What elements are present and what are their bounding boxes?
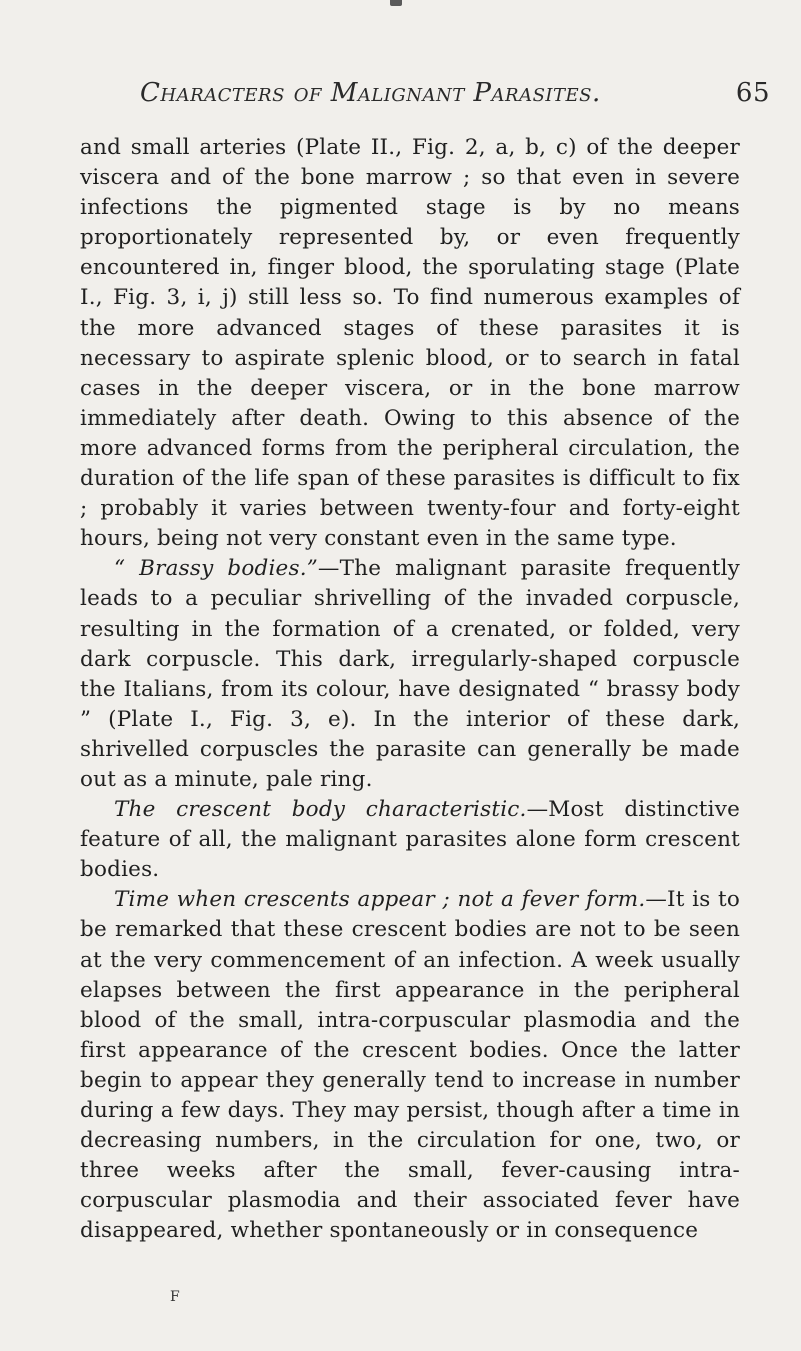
paragraph xyxy=(80,885,740,1246)
paragraph xyxy=(80,795,740,885)
body-text xyxy=(80,133,740,1246)
paragraph xyxy=(80,133,740,554)
paragraph-heading: Time when crescents appear ; not a fever form. xyxy=(114,887,646,913)
signature-mark: F xyxy=(170,1289,180,1305)
page-number: 65 xyxy=(735,78,770,108)
scan-mark xyxy=(390,0,402,6)
paragraph-heading: The crescent body characteristic. xyxy=(114,797,527,823)
paragraph-text: —The malignant parasite frequently leads to a peculiar shrivelling of the invaded corpuscle, resulting in the formation of a crenated, or folded, very dark corpuscle. This dark, irregularly-shaped corpuscle the Italians, from its colour, have designated “ brassy body ” (Plate I., Fig. 3, e). In the interior of these dark, shrivelled corpuscles the parasite can generally be made out as a minute, pale ring. xyxy=(80,556,740,792)
running-title: Characters of Malignant Parasites. xyxy=(140,78,601,108)
paragraph-text: —It is to be remarked that these crescent bodies are not to be seen at the very commencement of an infection. A week usually elapses between the first appearance in the peripheral blood of the small, intra-corpuscular plasmodia and the first appearance of the crescent bodies. Once the latter begin to appear they generally tend to increase in number during a few days. They may persist, though after a time in decreasing numbers, in the circulation for one, two, or three weeks after the small, fever-causing intra-corpuscular plasmodia and their associated fever have disappeared, whether spontaneously or in consequence xyxy=(80,887,740,1244)
paragraph-heading: “ Brassy bodies.” xyxy=(114,556,318,582)
paragraph-text: —Most distinctive feature of all, the malignant parasites alone form crescent bodies. xyxy=(80,797,740,883)
paragraph-text: and small arteries (Plate II., Fig. 2, a, b, c) of the deeper viscera and of the bone marrow ; so that even in severe infections the pigmented stage is by no means proportionately represented by, or even frequently encountered in, finger blood, the sporulating stage (Plate I., Fig. 3, i, j) still less so. To find numerous examples of the more advanced stages of these parasites it is necessary to aspirate splenic blood, or to search in fatal cases in the deeper viscera, or in the bone marrow immediately after death. Owing to this absence of the more advanced forms from the peripheral circulation, the duration of the life span of these parasites is difficult to fix ; probably it varies between twenty-four and forty-eight hours, being not very constant even in the same type. xyxy=(80,135,740,552)
paragraph xyxy=(80,554,740,795)
page-header xyxy=(140,78,780,118)
